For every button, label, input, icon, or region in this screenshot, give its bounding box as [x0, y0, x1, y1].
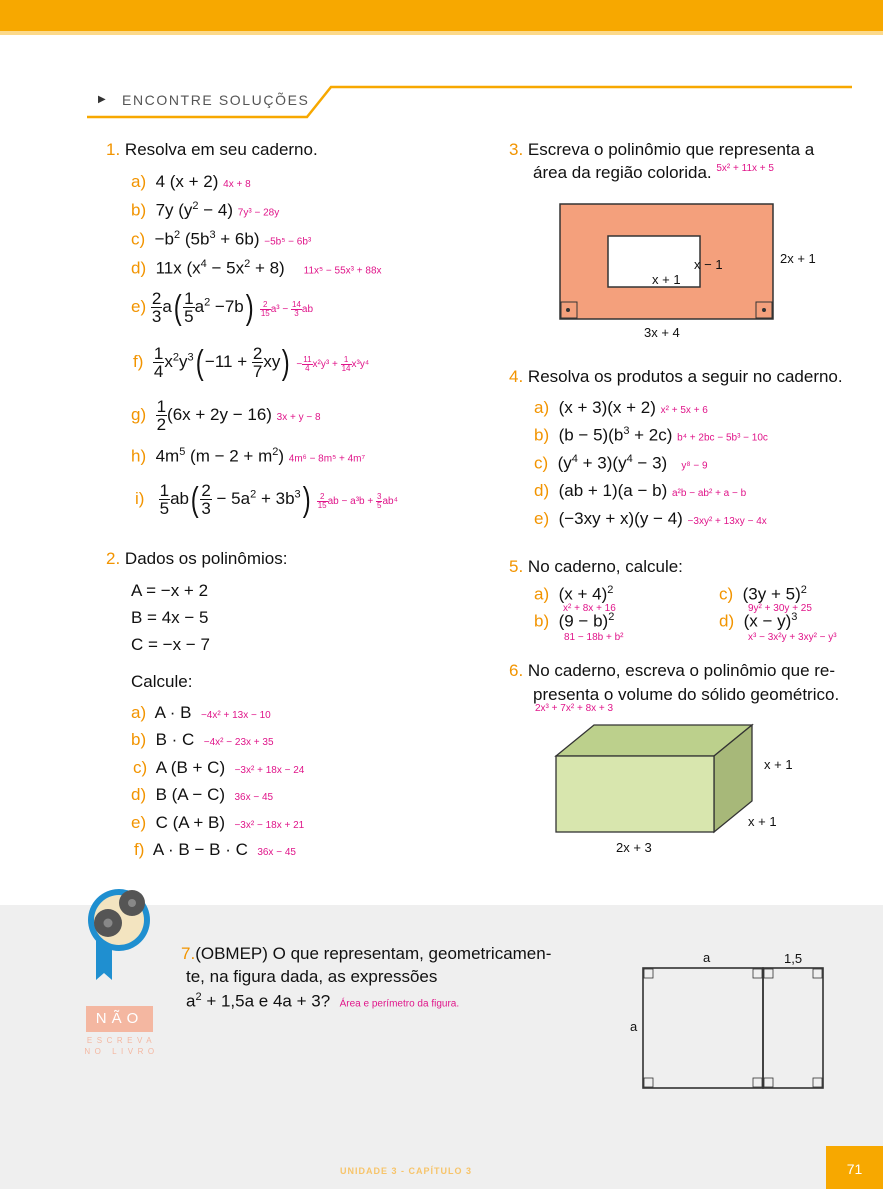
square-rectangle-figure	[641, 966, 827, 1090]
question-7-line3: $a^2 + 1,5a$ e 4a + 3? Área e perímetro da figura.	[186, 991, 460, 1011]
answer-text: x² + 5x + 6	[660, 405, 708, 416]
nao-escreva-sub2: NO LIVRO	[84, 1047, 159, 1056]
dim-1-5: 1,5	[784, 951, 803, 966]
answer-text: −4x² − 23x + 35	[203, 737, 274, 748]
answer-text: 5x² + 11x + 5	[716, 163, 774, 174]
q2-item: b) B · C −4x² − 23x + 35	[131, 730, 274, 749]
q4-item-a: a) (x + 3)(x + 2) x² + 5x + 6	[534, 398, 708, 417]
question-1: 1. Resolva em seu caderno.	[106, 140, 318, 159]
footer-chapter: UNIDADE 3 - CAPÍTULO 3	[340, 1166, 473, 1176]
answer-text: −3x² + 18x − 24	[234, 765, 305, 776]
answer-text: 2x³ + 7x² + 8x + 3	[535, 703, 614, 714]
answer-text: −4x² + 13x − 10	[200, 710, 271, 721]
q1-item-g: g) $\frac{1}{2}$ (6x + 2y − 16) 3x + y − 8	[131, 397, 321, 434]
rectangle	[763, 968, 823, 1088]
nao-escreva-badge: NÃO	[86, 1006, 153, 1032]
polynomial-b: B = 4x − 5	[131, 608, 209, 627]
square	[643, 968, 763, 1088]
fraction: $\frac{2}{3}$	[201, 481, 211, 518]
right-angle-dot	[566, 308, 570, 312]
calcule-label: Calcule:	[131, 672, 193, 691]
answer-text: −3xy² + 13xy − 4x	[687, 516, 767, 527]
answer-text: $\frac{2}{15}$ a³ − $\frac{14}{3}$ ab	[260, 299, 314, 318]
q2-item: f) A · B − B · C 36x − 45	[134, 840, 296, 859]
polynomial-c: C = −x − 7	[131, 635, 210, 654]
q1-item-i: i) $\frac{1}{5}$ ab( $\frac{2}{3}$ − $5a^2 + 3b^3$) $\frac{2}{15}$ ab − a³b + $\frac{3}{5}$ ab⁴	[135, 480, 398, 519]
fraction: $\frac{1}{5}$	[184, 289, 194, 326]
answer-text: b⁴ + 2bc − 5b³ − 10c	[677, 432, 768, 444]
page-number: 71	[826, 1146, 883, 1189]
answer-text: 36x − 45	[234, 792, 274, 803]
dim-height: x + 1	[764, 757, 793, 772]
q4-item-c: c) $(y^4 + 3)(y^4 - 3)$ y⁸ − 9	[534, 453, 708, 473]
q5-item-b: b) $(9 - b)^2$	[534, 611, 615, 631]
dim-depth: x + 1	[748, 814, 777, 829]
answer-text: $\frac{2}{15}$ ab − a³b + $\frac{3}{5}$ ab⁴	[317, 491, 398, 510]
dim-outer-width: 3x + 4	[644, 325, 680, 340]
answer-text: Área e perímetro da figura.	[339, 998, 460, 1010]
fraction: $\frac{2}{7}$	[252, 344, 263, 381]
fraction: $\frac{1}{2}$	[156, 397, 167, 434]
q1-item-a: a) 4 (x + 2) 4x + 8	[131, 172, 251, 191]
answer-text: 9y² + 30y + 25	[748, 603, 812, 614]
dim-outer-height: 2x + 1	[780, 251, 816, 266]
q1-item-f: f) $\frac{1}{4}$ $x^2y^3(-11$ + $\frac{2}{7}$ xy) − $\frac{11}{4}$ x²y³ + $\frac{1}{14}$ x³y⁴	[133, 343, 370, 382]
answer-text: 4m⁶ − 8m⁵ + 4m⁷	[288, 453, 366, 465]
answer-text: 7y³ − 28y	[237, 207, 280, 219]
dim-a-top: a	[703, 950, 711, 965]
answer-text: x² + 8x + 16	[563, 603, 616, 614]
answer-text: 4x + 8	[223, 179, 251, 190]
cuboid-front	[556, 756, 714, 832]
q4-item-b: b) $(b - 5)(b^3 + 2c)$ b⁴ + 2bc − 5b³ − 10c	[534, 425, 768, 445]
answer-text: − $\frac{11}{4}$ x²y³ + $\frac{1}{14}$ x³y⁴	[296, 354, 370, 373]
play-arrow-icon: ▶	[98, 94, 106, 105]
dim-a-left: a	[630, 1019, 638, 1034]
q1-item-h: h) $4m^5$ $(m - 2 + m^2)$ 4m⁶ − 8m⁵ + 4m⁷	[131, 446, 366, 466]
answer-text: 11x⁵ − 55x³ + 88x	[303, 265, 382, 277]
answer-text: y⁸ − 9	[681, 460, 708, 472]
dim-inner-width: x + 1	[652, 272, 681, 287]
question-5: 5. No caderno, calcule:	[509, 557, 683, 576]
q4-item-e: e) (−3xy + x)(y − 4) −3xy² + 13xy − 4x	[534, 509, 767, 528]
q5-item-d: d) $(x - y)^3$	[719, 611, 798, 631]
right-angle-dot	[762, 308, 766, 312]
fraction: $\frac{2}{3}$	[151, 289, 162, 326]
dim-inner-height: x − 1	[694, 257, 723, 272]
question-4: 4. Resolva os produtos a seguir no caderno.	[509, 367, 843, 386]
top-color-stripe	[0, 31, 883, 35]
q4-item-d: d) (ab + 1)(a − b) a²b − ab² + a − b	[534, 481, 747, 500]
answer-text: 3x + y − 8	[276, 411, 321, 423]
q2-item: e) C (A + B) −3x² − 18x + 21	[131, 813, 305, 832]
fraction: $\frac{1}{4}$	[153, 344, 164, 381]
q5-item-c: c) $(3y + 5)^2$	[719, 584, 807, 604]
question-7-line2: te, na figura dada, as expressões	[186, 967, 438, 986]
q1-item-d: d) 11x $(x^4 - 5x^2 + 8)$ 11x⁵ − 55x³ + 88x	[131, 258, 382, 278]
answer-text: −5b⁵ − 6b³	[264, 236, 312, 248]
q1-item-c: $c) -b^2$ $(5b^3 + 6b) -5b^5 - 6b^3$	[131, 229, 312, 249]
colored-region-figure	[559, 203, 775, 321]
q2-item: a) A · B −4x² + 13x − 10	[131, 703, 271, 722]
q1-item-b: b) 7y $(y^2 - 4) 7y^3 - 28y$	[131, 200, 280, 220]
answer-text: 81 − 18b + b²	[564, 632, 624, 643]
question-2: 2. Dados os polinômios:	[106, 549, 288, 568]
question-3: 3. Escreva o polinômio que representa a	[509, 140, 815, 159]
question-3-line2: área da região colorida. $^{5x^2 + 11x + 5}$	[533, 163, 774, 182]
top-color-bar	[0, 0, 883, 31]
cuboid-figure	[554, 722, 756, 834]
q2-item: c) A (B + C) −3x² + 18x − 24	[133, 758, 305, 777]
q5-item-a: a) $(x + 4)^2$	[534, 584, 614, 604]
answer-text: a²b − ab² + a − b	[671, 488, 747, 499]
answer-text: −3x² − 18x + 21	[234, 820, 305, 831]
q2-item: d) B (A − C) 36x − 45	[131, 785, 274, 804]
question-6: 6. No caderno, escreva o polinômio que re-	[509, 661, 836, 680]
answer-text: x³ − 3x²y + 3xy² − y³	[748, 632, 837, 643]
dim-width: 2x + 3	[616, 840, 652, 855]
polynomial-a: A = −x + 2	[131, 581, 209, 600]
fraction: $\frac{1}{5}$	[159, 481, 170, 518]
q1-item-e: e) $\frac{2}{3}$ a( $\frac{1}{5}$ $a^2 -7b$) $\frac{2}{15}$ a³ − $\frac{14}{3}$ ab	[131, 288, 314, 327]
answer-text: 36x − 45	[257, 847, 296, 858]
medal-icon	[84, 885, 154, 983]
section-title: ENCONTRE SOLUÇÕES	[122, 92, 310, 108]
question-7: 7.(OBMEP) O que representam, geometricamen-	[181, 944, 552, 963]
question-6-line2: presenta o volume do sólido geométrico.	[533, 685, 840, 704]
nao-escreva-sub1: ESCREVA	[86, 1036, 157, 1045]
